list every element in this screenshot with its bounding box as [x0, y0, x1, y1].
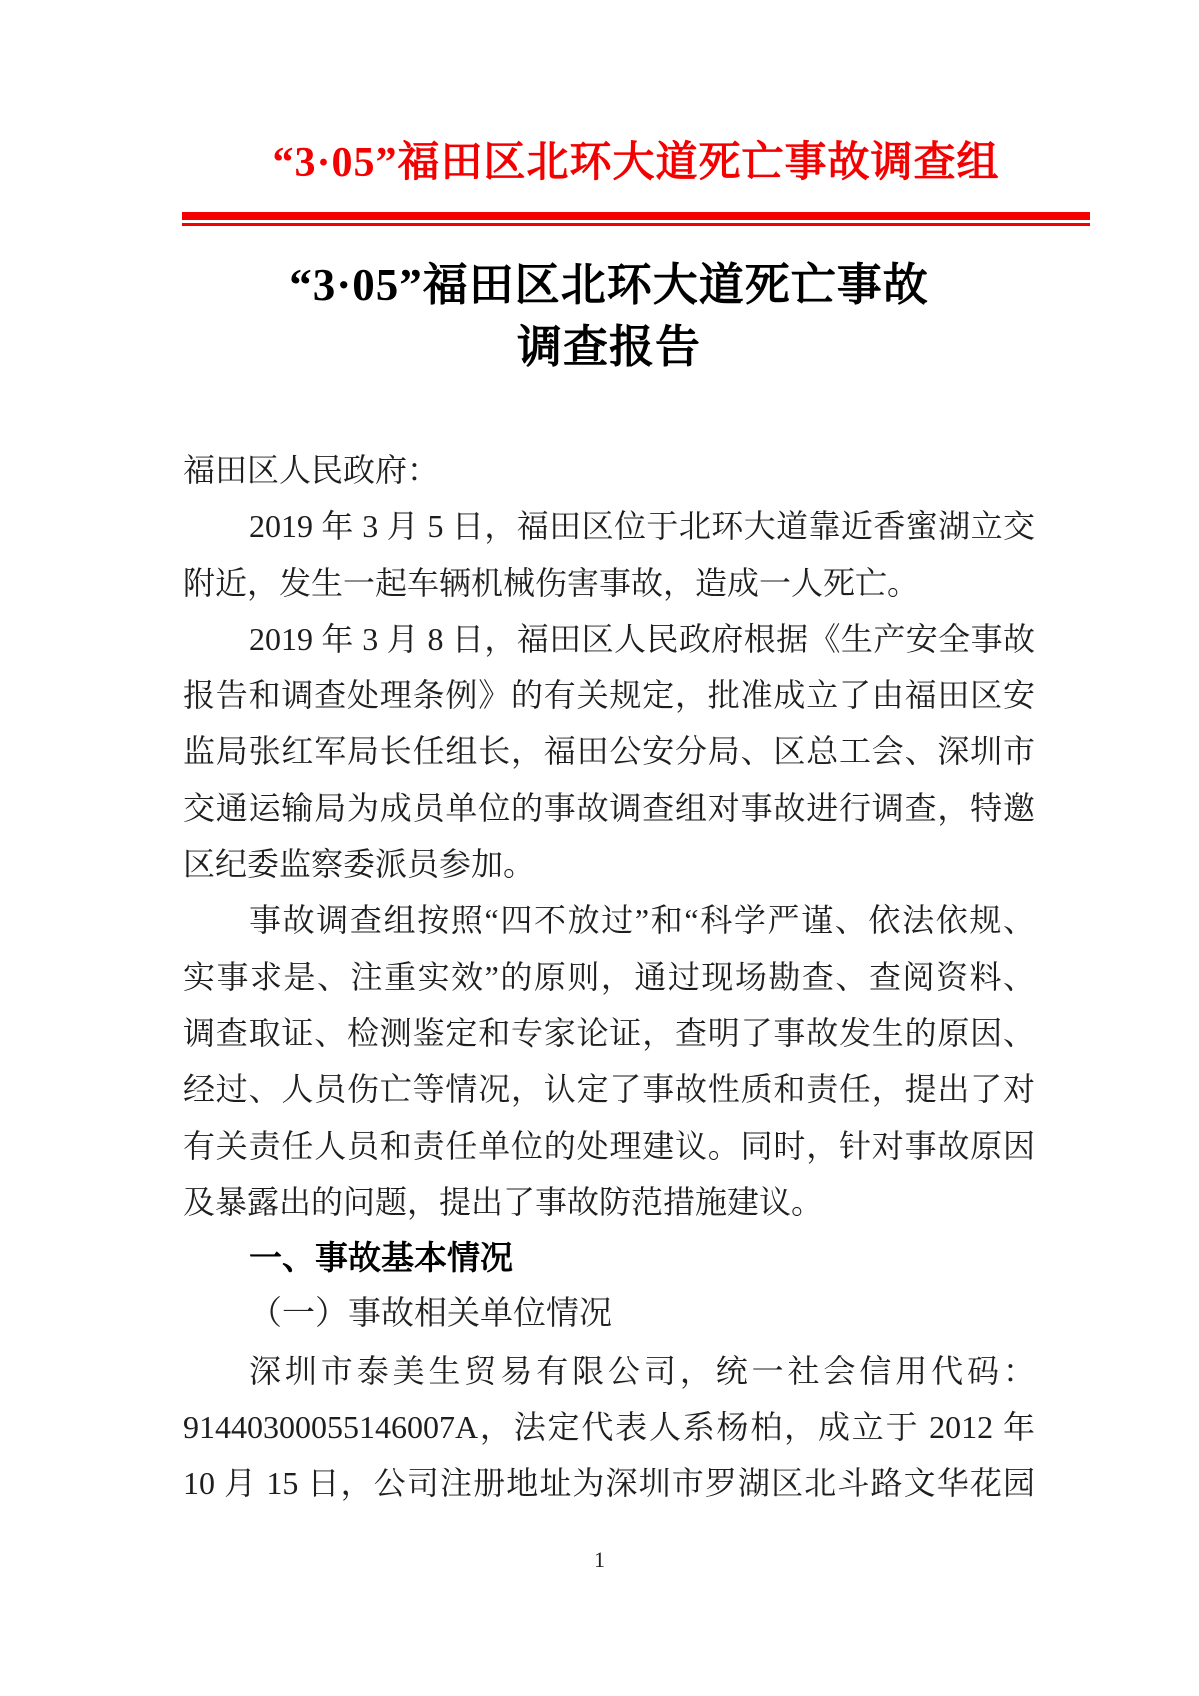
letterhead-title: “3·05”福田区北环大道死亡事故调查组 — [272, 140, 1000, 186]
body-line: 区纪委监察委派员参加。 — [183, 846, 536, 883]
document-title — [183, 254, 1035, 378]
section-heading: 一、事故基本情况 — [249, 1239, 513, 1277]
body-line: 2019 年 3 月 5 日，福田区位于北环大道靠近香蜜湖立交 — [249, 508, 1035, 545]
body-line: 监局张红军局长任组长，福田公安分局、区总工会、深圳市 — [183, 733, 1035, 770]
body-line: 附近，发生一起车辆机械伤害事故，造成一人死亡。 — [183, 564, 920, 601]
page-footer — [0, 1546, 1199, 1574]
body-line: 及暴露出的问题，提出了事故防范措施建议。 — [183, 1183, 824, 1220]
body-line: 91440300055146007A，法定代表人系杨柏，成立于 2012 年 — [183, 1409, 1035, 1446]
body-line: 经过、人员伤亡等情况，认定了事故性质和责任，提出了对 — [183, 1071, 1035, 1108]
letterhead-rule-thick — [182, 212, 1090, 220]
body-line: 深圳市泰美生贸易有限公司，统一社会信用代码： — [249, 1352, 1035, 1389]
body-line: 事故调查组按照“四不放过”和“科学严谨、依法依规、 — [249, 902, 1035, 939]
body-line: 交通运输局为成员单位的事故调查组对事故进行调查，特邀 — [183, 789, 1035, 826]
body-line: 有关责任人员和责任单位的处理建议。同时，针对事故原因 — [183, 1127, 1035, 1164]
body-line: 实事求是、注重实效”的原则，通过现场勘查、查阅资料、 — [183, 958, 1035, 995]
letterhead-rule-thin — [182, 223, 1090, 226]
page-number: 1 — [594, 1547, 605, 1572]
body-line: 10 月 15 日，公司注册地址为深圳市罗湖区北斗路文华花园 — [183, 1465, 1035, 1502]
subsection-heading: （一）事故相关单位情况 — [249, 1296, 612, 1333]
document-title-line-2: 调查报告 — [516, 322, 701, 372]
body-line: 福田区人民政府： — [183, 452, 440, 488]
body-line: 调查取证、检测鉴定和专家论证，查明了事故发生的原因、 — [183, 1014, 1035, 1051]
document-title-line-1: “3·05”福田区北环大道死亡事故 — [289, 260, 929, 310]
body-line: 报告和调查处理条例》的有关规定，批准成立了由福田区安 — [183, 677, 1035, 714]
document-body — [183, 442, 1035, 1512]
body-line: 2019 年 3 月 8 日，福田区人民政府根据《生产安全事故 — [249, 620, 1035, 657]
